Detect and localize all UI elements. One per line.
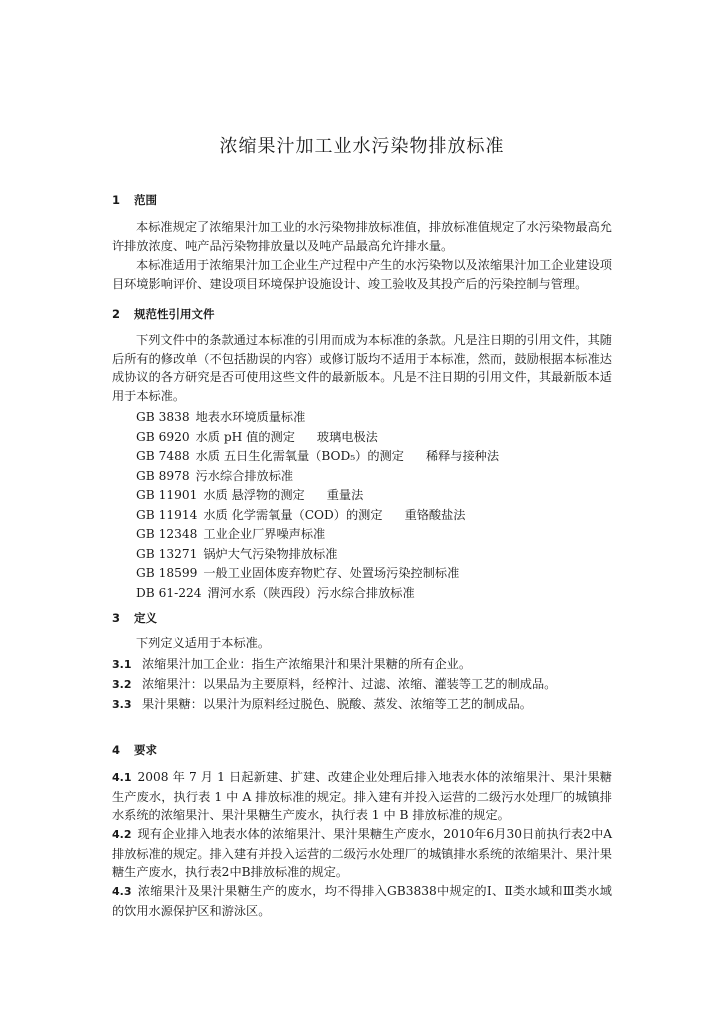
section-1-heading [112,192,157,208]
reference-item: DB 61-224 渭河水系（陕西段）污水综合排放标准 [136,585,415,600]
section-title: 范围 [134,193,158,207]
section-number: 4 [112,743,121,757]
section-3-heading [112,610,157,626]
section-2-heading [112,306,215,322]
requirement-item: 4.2 现有企业排入地表水体的浓缩果汁、果汁果糖生产废水，2010年6月30日前执行表2中A排放标准的规定。排入建有并投入运营的二级污水处理厂的城镇排水系统的浓缩果汁、果汁果糖生产废水，执行表2中B排放标准的规定。 [112,827,612,880]
reference-list [136,408,499,603]
reference-item: GB 12348 工业企业厂界噪声标准 [136,527,326,541]
section-3-intro: 下列定义适用于本标准。 [136,636,271,650]
document-title: 浓缩果汁加工业水污染物排放标准 [219,136,505,157]
section-number: 2 [112,307,121,321]
section-1-paragraph-1: 本标准规定了浓缩果汁加工业的水污染物排放标准值，排放标准值规定了水污染物最高允许排放浓度、吨产品污染物排放量以及吨产品最高允许排水量。 [112,220,612,253]
reference-item: GB 7488 水质 五日生化需氧量（BOD₅）的测定 稀释与接种法 [136,449,500,463]
section-title: 定义 [134,611,158,625]
definition-item: 3.3 果汁果糖：以果汁为原料经过脱色、脱酸、蒸发、浓缩等工艺的制成品。 [112,697,532,711]
section-number: 3 [112,611,121,625]
definition-item: 3.2 浓缩果汁：以果品为主要原料，经榨汁、过滤、浓缩、灌装等工艺的制成品。 [112,677,557,691]
reference-item: GB 3838 地表水环境质量标准 [136,410,306,424]
reference-item: GB 8978 污水综合排放标准 [136,468,294,483]
reference-item: GB 13271 锅炉大气污染物排放标准 [136,546,338,561]
requirement-item: 4.1 2008 年 7 月 1 日起新建、扩建、改建企业处理后排入地表水体的浓缩果汁、果汁果糖生产废水，执行表 1 中 A 排放标准的规定。排入建有并投入运营的二级污水处理厂的城镇排水系统的浓缩果汁、果汁果糖生产废水，执行表 1 中 B 排放标准的规定。 [112,770,612,823]
reference-item: GB 11901 水质 悬浮物的测定 重量法 [136,488,364,502]
reference-item: GB 18599 一般工业固体废弃物贮存、处置场污染控制标准 [136,566,460,580]
section-2-paragraph: 下列文件中的条款通过本标准的引用而成为本标准的条款。凡是注日期的引用文件，其随后所有的修改单（不包括勘误的内容）或修订版均不适用于本标准，然而，鼓励根据本标准达成协议的各方研究是否可使用这些文件的最新版本。凡是不注日期的引用文件，其最新版本适用于本标准。 [112,333,612,403]
reference-item: GB 6920 水质 pH 值的测定 玻璃电极法 [136,429,378,444]
requirement-item: 4.3 浓缩果汁及果汁果糖生产的废水，均不得排入GB3838中规定的Ⅰ、Ⅱ类水域和Ⅲ类水域的饮用水源保护区和游泳区。 [112,884,612,918]
section-1-paragraph-2: 本标准适用于浓缩果汁加工企业生产过程中产生的水污染物以及浓缩果汁加工企业建设项目环境影响评价、建设项目环境保护设施设计、竣工验收及其投产后的污染控制与管理。 [112,258,612,291]
definition-item: 3.1 浓缩果汁加工企业：指生产浓缩果汁和果汁果糖的所有企业。 [112,657,472,671]
section-number: 1 [112,193,121,207]
reference-item: GB 11914 水质 化学需氧量（COD）的测定 重铬酸盐法 [136,507,466,522]
section-4-heading [112,742,157,758]
section-title: 要求 [134,743,158,757]
section-title: 规范性引用文件 [134,307,215,321]
